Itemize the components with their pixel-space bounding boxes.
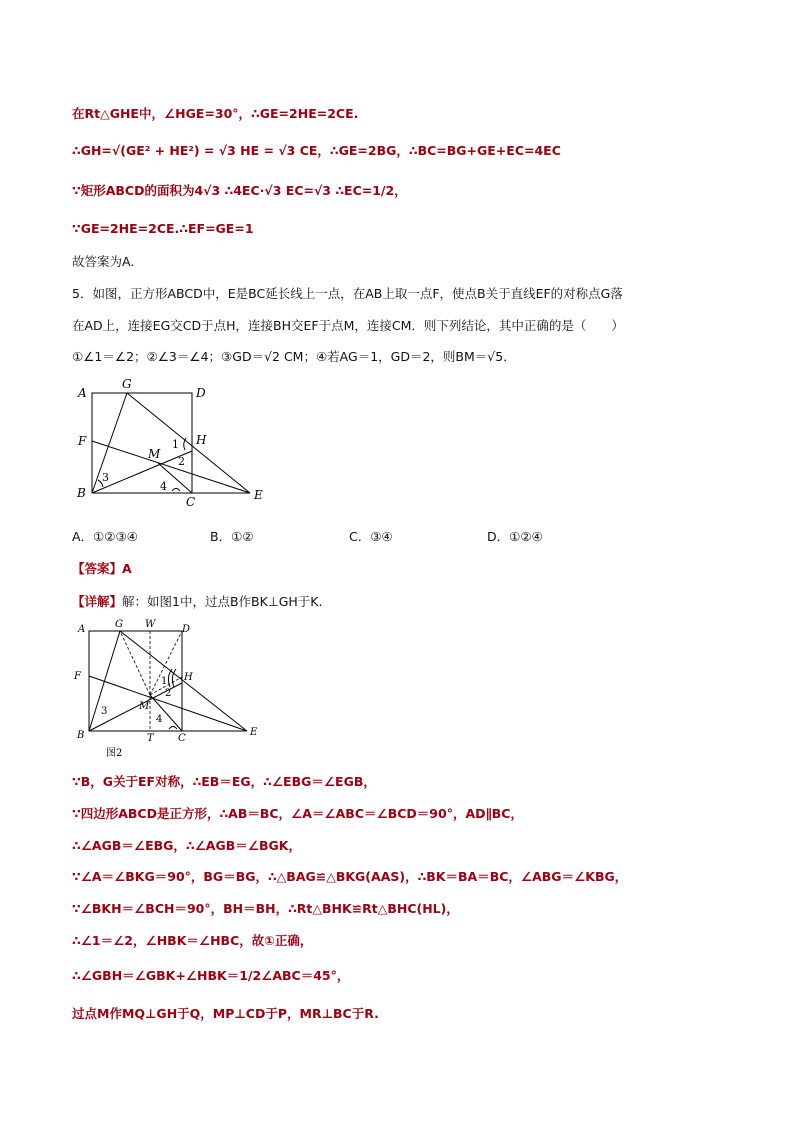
option-d[interactable]: D．①②④	[487, 529, 543, 544]
detail-line-3: ∴∠AGB＝∠EBG，∴∠AGB＝∠BGK，	[72, 838, 301, 853]
fig1-label-M: M	[148, 447, 161, 461]
fig1-label-A: A	[78, 386, 87, 400]
solution-line-4: ∵GE=2HE=2CE.∴EF=GE=1	[72, 221, 254, 236]
fig2-label-2: 2	[165, 688, 172, 699]
fig2-caption: 图2	[106, 748, 123, 759]
figure-2	[72, 617, 267, 762]
fig1-label-E: E	[254, 488, 263, 502]
option-c[interactable]: C．③④	[349, 529, 393, 544]
fig1-label-C: C	[186, 495, 196, 506]
detail-intro: 解：如图1中，过点B作BK⊥GH于K.	[122, 594, 323, 609]
solution-line-3: ∵矩形ABCD的面积为4√3 ∴4EC·√3 EC=√3 ∴EC=1/2，	[72, 183, 407, 198]
solution-conclusion: 故答案为A.	[72, 254, 135, 269]
answer-label: 【答案】	[72, 561, 123, 576]
solution-line-2: ∴GH=√(GE² + HE²) = √3 HE = √3 CE，∴GE=2BG，∴BC=BG+GE+EC=4EC	[72, 143, 561, 158]
figure-1	[72, 376, 272, 506]
fig2-label-1: 1	[161, 676, 168, 687]
fig1-label-B: B	[77, 486, 86, 500]
detail-line-4: ∵∠A＝∠BKG＝90°，BG＝BG，∴△BAG≌△BKG(AAS)，∴BK＝BA＝BC，∠ABG＝∠KBG，	[72, 869, 628, 884]
question-line-3: ①∠1＝∠2；②∠3＝∠4；③GD＝√2 CM；④若AG＝1，GD＝2，则BM＝√5．	[72, 349, 516, 364]
answer-value: A	[122, 561, 132, 576]
fig2-label-A: A	[78, 624, 86, 635]
solution-line-1: 在Rt△GHE中，∠HGE=30°，∴GE=2HE=2CE.	[72, 106, 359, 121]
option-a[interactable]: A．①②③④	[72, 529, 138, 544]
detail-line-8: 过点M作MQ⊥GH于Q，MP⊥CD于P，MR⊥BC于R.	[72, 1006, 379, 1021]
fig2-label-C: C	[178, 733, 186, 744]
fig2-label-4: 4	[156, 714, 163, 725]
fig1-label-G: G	[122, 377, 132, 391]
fig2-label-E: E	[250, 727, 258, 738]
fig2-label-D: D	[182, 624, 191, 635]
question-line-1: 5．如图，正方形ABCD中，E是BC延长线上一点，在AB上取一点F，使点B关于直线EF的对称点G落	[72, 286, 623, 301]
question-line-2: 在AD上，连接EG交CD于点H，连接BH交EF于点M，连接CM．则下列结论，其中正确的是（ ）	[72, 318, 624, 333]
fig1-label-3: 3	[102, 471, 109, 484]
fig2-label-T: T	[147, 733, 154, 744]
fig1-label-F: F	[78, 434, 87, 448]
fig2-label-G: G	[115, 619, 123, 630]
fig1-label-D: D	[196, 386, 206, 400]
fig1-label-H: H	[196, 433, 207, 447]
fig2-label-M: M	[139, 701, 150, 712]
fig1-label-1: 1	[172, 438, 179, 451]
fig2-label-F: F	[74, 671, 81, 682]
fig2-label-3: 3	[101, 706, 108, 717]
fig2-label-W: W	[145, 619, 156, 630]
fig1-label-2: 2	[178, 455, 185, 468]
detail-label: 【详解】	[72, 594, 123, 609]
option-b[interactable]: B．①②	[210, 529, 254, 544]
detail-line-7: ∴∠GBH＝∠GBK+∠HBK＝1/2∠ABC＝45°，	[72, 968, 350, 983]
fig1-label-4: 4	[160, 480, 167, 493]
detail-line-5: ∵∠BKH＝∠BCH＝90°，BH＝BH，∴Rt△BHK≌Rt△BHC(HL)，	[72, 901, 459, 916]
fig2-label-B: B	[77, 730, 85, 741]
answer-line	[72, 559, 132, 577]
detail-line-1: ∵B，G关于EF对称，∴EB＝EG，∴∠EBG＝∠EGB，	[72, 774, 376, 789]
detail-line-2: ∵四边形ABCD是正方形，∴AB＝BC，∠A＝∠ABC＝∠BCD＝90°，AD∥BC，	[72, 806, 523, 821]
fig2-label-H: H	[184, 672, 193, 683]
detail-line-6: ∴∠1＝∠2，∠HBK＝∠HBC，故①正确，	[72, 933, 313, 948]
detail-line	[72, 592, 322, 610]
